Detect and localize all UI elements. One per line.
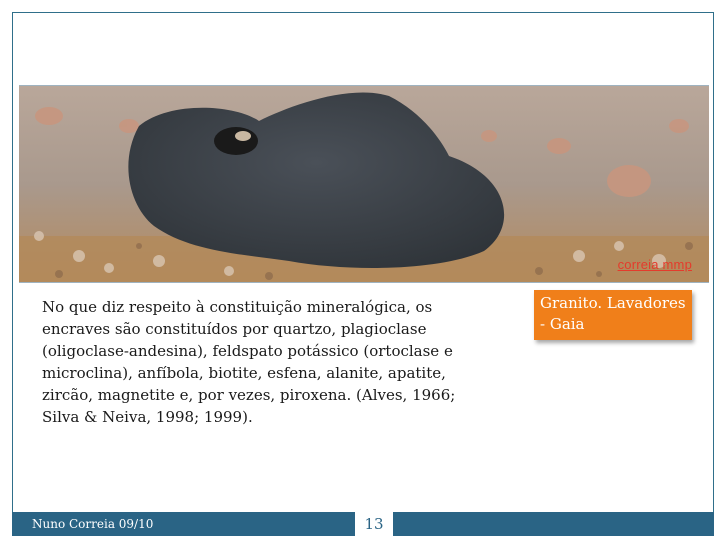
rock-photo [19,85,709,283]
rock-photo-illustration [19,86,709,282]
body-paragraph: No que diz respeito à constituição mineralógica, os encraves são constituídos por quartzo, plagioclase (oligoclase-andesina), feldspato potássico (ortoclase e microclina), anfíbola, biotite, esfena, alanite, apatite, zircão, magnetite e, por vezes, piroxena. (Alves, 1966; Silva & Neiva, 1998; 1999). [42,298,456,426]
photo-credit: correia mmp [617,257,692,272]
photo-caption: Granito. Lavadores - Gaia [534,290,692,340]
footer-author: Nuno Correia 09/10 [32,517,154,531]
footer-bar [12,512,714,536]
page-number: 13 [355,512,393,536]
